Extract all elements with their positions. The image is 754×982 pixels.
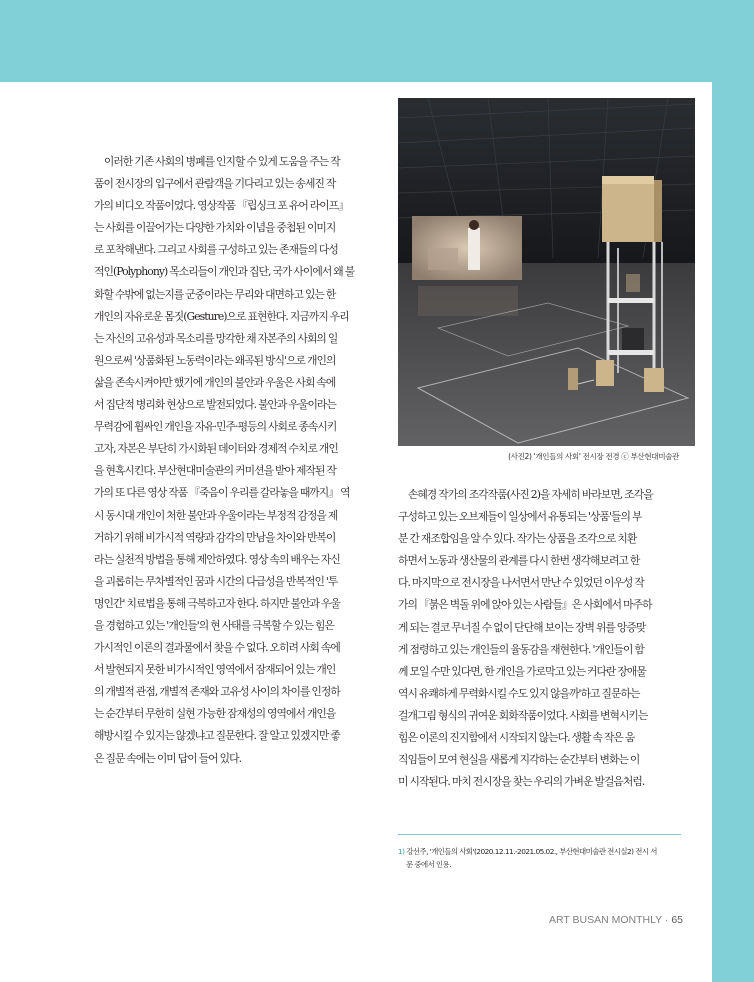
magazine-name: ART BUSAN MONTHLY: [548, 914, 662, 926]
text-line: 서 발현되지 못한 비가시적인 영역에서 잠재되어 있는 개인: [94, 663, 336, 677]
text-line: 는 자신의 고유성과 목소리를 망각한 채 자본주의 사회의 일: [94, 331, 338, 345]
footer-separator: ·: [664, 914, 669, 926]
top-accent-band: [0, 0, 754, 82]
footnote-text-continued: 문 중에서 인용.: [406, 859, 451, 869]
exhibition-photo: [398, 98, 695, 446]
footnote-divider: [398, 834, 681, 835]
text-line: 서 집단적 병리화 현상으로 발전되었다. 불안과 우울이라는: [94, 398, 336, 412]
footnote-line-2: [398, 859, 684, 872]
text-line: 게 점령하고 있는 개인들의 율동감을 재현한다. '개인들이 함: [398, 642, 644, 656]
text-line: 라는 실천적 방법을 통해 제안하였다. 영상 속의 배우는 자신: [94, 552, 340, 566]
text-line: 역시 유쾌하게 무력화시킬 수도 있지 않을까'하고 질문하는: [398, 686, 640, 700]
text-line: 명인간' 치료법을 통해 극복하고자 한다. 하지만 불안과 우울: [94, 596, 340, 610]
text-line: 품이 전시장의 입구에서 관람객을 기다리고 있는 송세진 작: [94, 177, 336, 191]
text-line: 고자, 자본은 부단히 가시화된 데이터와 경제적 수치로 개인: [94, 442, 338, 456]
text-line: 미 시작된다. 마치 전시장을 찾는 우리의 가벼운 발걸음처럼.: [398, 775, 645, 789]
footnote-line-1: [398, 846, 684, 859]
text-line: 하면서 노동과 생산물의 관계를 다시 한번 생각해보려고 한: [398, 554, 640, 568]
text-line: 가의 비디오 작품이었다. 영상작품 『립싱크 포 유어 라이프』: [94, 199, 349, 213]
text-line: 분 간 재조합임을 알 수 있다. 작가는 상품을 조각으로 치환: [398, 532, 637, 546]
text-line: 이러한 기존 사회의 병폐를 인지할 수 있게 도움을 주는 작: [94, 155, 340, 168]
text-line: 을 경험하고 있는 '개인들'의 현 사태를 극복할 수 있는 힘은: [94, 618, 334, 632]
text-line: 가시적인 이론의 결과물에서 찾을 수 없다. 오히려 사회 속에: [94, 641, 340, 655]
text-line: 구성하고 있는 오브제들이 일상에서 유통되는 '상품'들의 부: [398, 510, 642, 524]
text-line: 개인의 자유로운 몸짓(Gesture)으로 표현한다. 지금까지 우리: [94, 309, 349, 323]
text-line: 무력감에 휩싸인 개인을 자유·민주·평등의 사회로 종속시키: [94, 420, 337, 434]
text-line: 의 개별적 관점, 개별적 존재와 고유성 사이의 차이를 인정하: [94, 685, 340, 699]
text-line: 손혜경 작가의 조각작품(사진 2)을 자세히 바라보면, 조각을: [398, 488, 653, 501]
text-line: 해방시킬 수 있지는 않겠냐고 질문한다. 잘 알고 있겠지만 좋: [94, 729, 340, 743]
text-line: 삶을 존속시켜야만 했기에 개인의 불안과 우울은 사회 속에: [94, 375, 336, 389]
text-line: 은 질문 속에는 이미 답이 들어 있다.: [94, 751, 242, 765]
left-text-column: [94, 151, 377, 770]
text-line: 을 괴롭히는 무차별적인 꿈과 시간의 다급성을 반복적인 '투: [94, 574, 338, 588]
text-line: 원으로써 '상품화된 노동력이라는 왜곡된 방식'으로 개인의: [94, 353, 336, 367]
exhibition-photo-image: [398, 98, 695, 446]
right-accent-band: [712, 82, 754, 982]
page-number: 65: [671, 914, 683, 926]
right-text-column: [398, 484, 683, 793]
text-line: 가의 『붉은 벽돌 위에 앉아 있는 사람들』은 사회에서 마주하: [398, 598, 652, 612]
footnote-text: 강선주, '개인들의 사회'(2020.12.11.-2021.05.02., 부산현대미술관 전시실2) 전시 서: [406, 847, 657, 856]
text-line: 께 모일 수만 있다면, 한 개인을 가로막고 있는 커다란 장애물: [398, 664, 646, 678]
text-line: 화할 수밖에 없는지를 군중이라는 무리와 대면하고 있는 한: [94, 287, 336, 301]
text-line: 게 되는 결코 무너질 수 없이 단단해 보이는 장벽 위를 앙증맞: [398, 620, 646, 634]
text-line: 거하기 위해 비가시적 역량과 감각의 만남을 차이와 반복이: [94, 530, 336, 544]
text-line: 을 현혹시킨다. 부산현대미술관의 커미션을 받아 제작된 작: [94, 464, 336, 478]
text-line: 는 사회를 이끌어가는 다양한 가치와 이념을 중첩된 이미지: [94, 221, 336, 235]
text-line: 걸개그림 형식의 귀여운 회화작품이었다. 사회를 변혁시키는: [398, 708, 648, 722]
text-line: 적인(Polyphony) 목소리들이 개인과 집단, 국가 사이에서 왜 불: [94, 265, 355, 279]
text-line: 시 동시대 개인이 처한 불안과 우울이라는 부정적 감정을 제: [94, 508, 338, 522]
text-line: 는 순간부터 무한히 실현 가능한 잠재성의 영역에서 개인을: [94, 707, 336, 721]
text-line: 다. 마지막으로 전시장을 나서면서 만난 수 있었던 이우성 작: [398, 576, 644, 590]
text-line: 힘은 이론의 진지함에서 시작되지 않는다. 생활 속 작은 움: [398, 731, 635, 745]
footnote-number: 1): [398, 847, 405, 856]
footnote: [398, 846, 684, 871]
text-line: 가의 또 다른 영상 작품 『죽음이 우리를 갈라놓을 때까지』 역: [94, 486, 350, 500]
page-footer: [543, 914, 683, 926]
text-line: 직임들이 모여 현실을 새롭게 지각하는 순간부터 변화는 이: [398, 753, 640, 767]
text-line: 로 포착해낸다. 그리고 사회를 구성하고 있는 존재들의 다성: [94, 243, 338, 257]
photo-caption: (사진2) '개인들의 사회' 전시장 전경 ⓒ 부산현대미술관: [508, 452, 679, 461]
